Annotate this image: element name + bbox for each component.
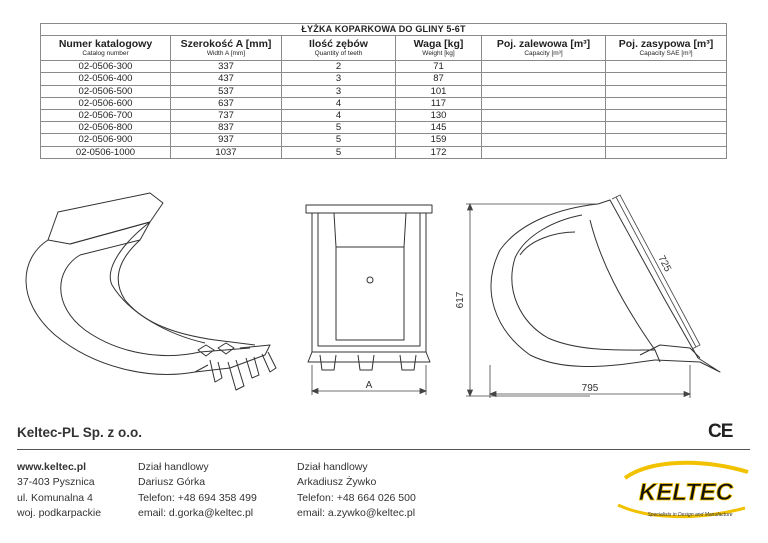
header-catalog: Numer katalogowy Catalog number [41, 36, 171, 61]
address-line: 37-403 Pysznica [17, 476, 95, 489]
dimension-label-width: A [365, 380, 373, 391]
cell-width: 337 [171, 61, 282, 73]
contact-email[interactable]: email: a.zywko@keltec.pl [297, 506, 416, 519]
cell-teeth: 5 [282, 134, 396, 146]
bucket-side-view [491, 200, 720, 372]
website-link[interactable]: www.keltec.pl [17, 461, 87, 473]
divider [17, 449, 750, 450]
dimension-label-height: 617 [455, 291, 466, 309]
cell-weight: 172 [396, 146, 482, 158]
dimension-label-depth: 795 [581, 383, 599, 394]
cell-teeth: 3 [282, 85, 396, 97]
bucket-isometric-view [26, 193, 276, 390]
bucket-front-view [306, 205, 432, 370]
cell-catalog: 02-0506-400 [41, 73, 171, 85]
cell-width: 737 [171, 110, 282, 122]
company-name: Keltec-PL Sp. z o.o. [17, 425, 143, 440]
contact-email[interactable]: email: d.gorka@keltec.pl [138, 506, 254, 519]
header-capacity: Poj. zalewowa [m³] Capacity [m³] [482, 36, 606, 61]
header-capacity-sae: Poj. zasypowa [m³] Capacity SAE [m³] [606, 36, 727, 61]
dimension-label-diagonal: 725 [655, 253, 673, 274]
contact-phone: Telefon: +48 694 358 499 [138, 491, 257, 504]
cell-teeth: 2 [282, 61, 396, 73]
cell-teeth: 3 [282, 73, 396, 85]
address-line: woj. podkarpackie [17, 506, 102, 519]
cell-weight: 159 [396, 134, 482, 146]
cell-weight: 101 [396, 85, 482, 97]
cell-width: 537 [171, 85, 282, 97]
address-line: ul. Komunalna 4 [17, 491, 93, 504]
cell-catalog: 02-0506-700 [41, 110, 171, 122]
contact-department: Dział handlowy [297, 461, 368, 473]
cell-width: 437 [171, 73, 282, 85]
cell-weight: 130 [396, 110, 482, 122]
cell-catalog: 02-0506-300 [41, 61, 171, 73]
cell-teeth: 4 [282, 97, 396, 109]
cell-weight: 117 [396, 97, 482, 109]
cell-catalog: 02-0506-600 [41, 97, 171, 109]
cell-catalog: 02-0506-900 [41, 134, 171, 146]
table-title: ŁYŻKA KOPARKOWA DO GLINY 5-6T [41, 24, 727, 36]
cell-width: 1037 [171, 146, 282, 158]
header-width: Szerokość A [mm] Width A [mm] [171, 36, 282, 61]
cell-catalog: 02-0506-1000 [41, 146, 171, 158]
keltec-logo [618, 463, 748, 518]
logo-text: KELTEC [638, 479, 734, 506]
cell-teeth: 4 [282, 110, 396, 122]
cell-teeth: 5 [282, 122, 396, 134]
cell-weight: 87 [396, 73, 482, 85]
contact-name: Arkadiusz Żywko [297, 476, 377, 489]
contact-block-zywko [297, 460, 416, 521]
cell-width: 937 [171, 134, 282, 146]
contact-name: Dariusz Górka [138, 476, 206, 489]
contact-block-gorka [138, 460, 257, 521]
header-weight: Waga [kg] Weight [kg] [396, 36, 482, 61]
cell-weight: 145 [396, 122, 482, 134]
ce-mark: CE [708, 421, 733, 442]
contact-department: Dział handlowy [138, 461, 209, 473]
cell-catalog: 02-0506-500 [41, 85, 171, 97]
address-block [17, 460, 101, 521]
cell-weight: 71 [396, 61, 482, 73]
logo-tagline: Specialists in Design and Manufacture [647, 512, 733, 518]
cell-width: 837 [171, 122, 282, 134]
contact-phone: Telefon: +48 664 026 500 [297, 491, 416, 504]
cell-teeth: 5 [282, 146, 396, 158]
header-teeth: Ilość zębów Quantity of teeth [282, 36, 396, 61]
cell-catalog: 02-0506-800 [41, 122, 171, 134]
cell-width: 637 [171, 97, 282, 109]
